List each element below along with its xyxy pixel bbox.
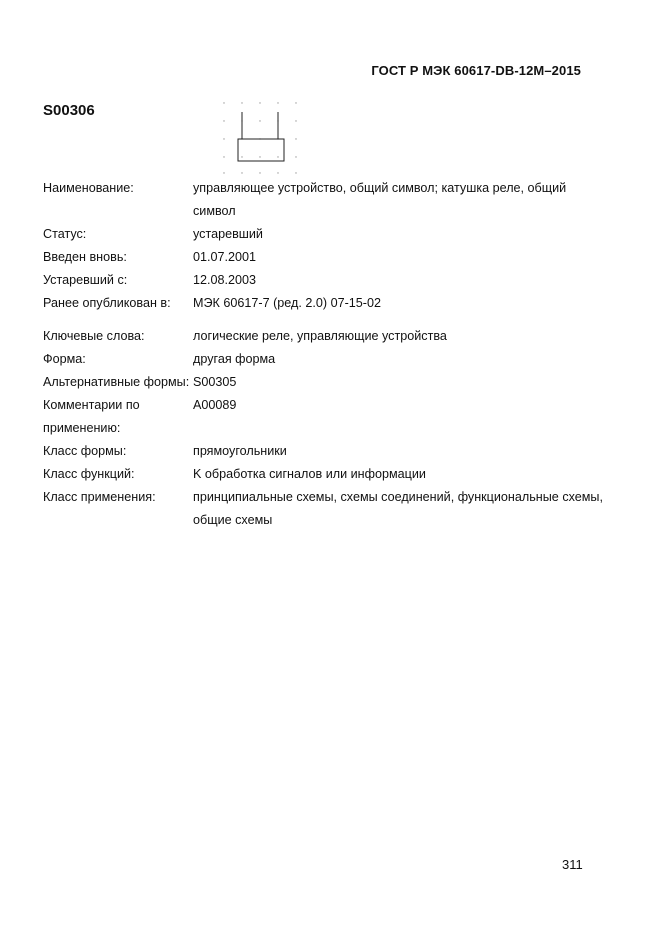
field-row	[43, 440, 603, 463]
field-label: Комментарии по применению:	[43, 398, 140, 435]
field-label: Ключевые слова:	[43, 329, 145, 343]
field-value: K обработка сигналов или информации	[193, 467, 426, 481]
field-value: управляющее устройство, общий символ; катушка реле, общий символ	[193, 181, 567, 218]
field-row	[43, 486, 603, 532]
field-value: принципиальные схемы, схемы соединений, функциональные схемы, общие схемы	[193, 490, 603, 527]
field-label: Класс формы:	[43, 444, 127, 458]
field-value: A00089	[193, 398, 237, 412]
field-label: Устаревший с:	[43, 273, 128, 287]
section-divider	[43, 315, 603, 325]
field-value: 12.08.2003	[193, 273, 257, 287]
field-label: Статус:	[43, 227, 87, 241]
field-label: Альтернативные формы:	[43, 375, 190, 389]
field-value: логические реле, управляющие устройства	[193, 329, 447, 343]
field-label: Введен вновь:	[43, 250, 127, 264]
field-row	[43, 325, 603, 348]
field-label: Ранее опубликован в:	[43, 296, 171, 310]
field-value: устаревший	[193, 227, 263, 241]
field-row	[43, 371, 603, 394]
field-value: прямоугольники	[193, 444, 287, 458]
field-value: S00305	[193, 375, 237, 389]
field-row	[43, 348, 603, 371]
symbol-code: S00306	[43, 102, 95, 119]
field-row	[43, 246, 603, 269]
field-value: другая форма	[193, 352, 276, 366]
field-row	[43, 223, 603, 246]
field-row	[43, 292, 603, 315]
field-label: Класс функций:	[43, 467, 135, 481]
field-row	[43, 177, 603, 223]
field-label: Наименование:	[43, 181, 134, 195]
field-value: МЭК 60617-7 (ред. 2.0) 07-15-02	[193, 296, 381, 310]
field-row	[43, 269, 603, 292]
field-row	[43, 463, 603, 486]
symbol-attributes	[43, 177, 603, 532]
page-number: 311	[562, 857, 583, 872]
field-row	[43, 394, 603, 440]
field-label: Форма:	[43, 352, 86, 366]
field-value: 01.07.2001	[193, 250, 257, 264]
document-header: ГОСТ Р МЭК 60617-DB-12M–2015	[371, 63, 581, 78]
field-label: Класс применения:	[43, 490, 156, 504]
coil-symbol-icon	[222, 101, 302, 181]
